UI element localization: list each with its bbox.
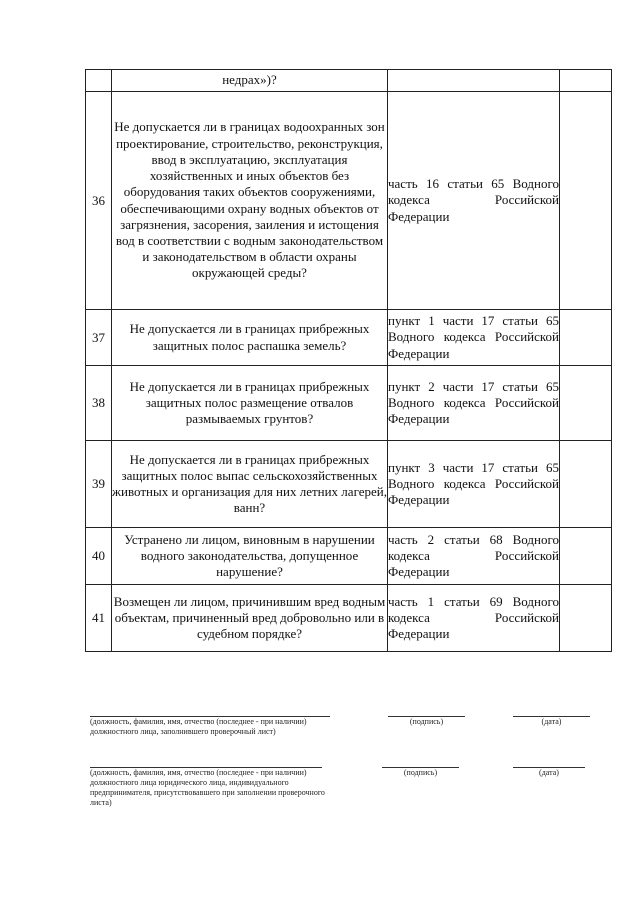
date-caption: (дата) xyxy=(539,768,559,777)
answer-cell xyxy=(560,366,612,441)
row-number: 38 xyxy=(86,366,112,441)
answer-cell xyxy=(560,70,612,92)
requirement-question: Не допускается ли в границах водоохранных зон проектирование, строительство, реконструкция, ввод в эксплуатацию, эксплуатация хозяйственных и иных объектов без оборудования таких объектов сооружениями, обеспечивающими охрану водных объектов от загрязнения, засорения, заиления и истощения вод в соответствии с водным законодательством и законодательством в области охраны окружающей среды? xyxy=(112,92,388,310)
requirement-question: Не допускается ли в границах прибрежных защитных полос выпас сельскохозяйственных животных и организация для них летних лагерей, ванн? xyxy=(112,441,388,528)
position-caption: (должность, фамилия, имя, отчество (последнее - при наличии) должностного лица, заполнившего проверочный лист) xyxy=(90,717,307,736)
row-number: 37 xyxy=(86,310,112,366)
row-number: 36 xyxy=(86,92,112,310)
requirement-question: недрах»)? xyxy=(112,70,388,92)
legal-reference: пункт 3 части 17 статьи 65 Водного кодекса Российской Федерации xyxy=(388,441,560,528)
requirement-question: Возмещен ли лицом, причинившим вред водным объектам, причиненный вред добровольно или в судебном порядке? xyxy=(112,585,388,652)
table-row xyxy=(86,92,612,310)
answer-cell xyxy=(560,92,612,310)
answer-cell xyxy=(560,310,612,366)
date-caption: (дата) xyxy=(541,717,562,726)
signature-caption: (подпись) xyxy=(403,768,438,777)
signature-caption: (подпись) xyxy=(409,717,444,726)
legal-reference: часть 2 статьи 68 Водного кодекса Российской Федерации xyxy=(388,528,560,585)
checklist-table xyxy=(85,69,612,652)
position-caption: (должность, фамилия, имя, отчество (последнее - при наличии) должностного лица юридического лица, индивидуального предпринимателя, присутствовавшего при заполнении проверочного листа) xyxy=(90,768,325,807)
answer-cell xyxy=(560,585,612,652)
legal-reference: часть 16 статьи 65 Водного кодекса Российской Федерации xyxy=(388,92,560,310)
legal-reference: пункт 2 части 17 статьи 65 Водного кодекса Российской Федерации xyxy=(388,366,560,441)
row-number xyxy=(86,70,112,92)
answer-cell xyxy=(560,441,612,528)
legal-reference xyxy=(388,70,560,92)
table-row xyxy=(86,441,612,528)
answer-cell xyxy=(560,528,612,585)
requirement-question: Не допускается ли в границах прибрежных защитных полос размещение отвалов размываемых грунтов? xyxy=(112,366,388,441)
row-number: 41 xyxy=(86,585,112,652)
row-number: 39 xyxy=(86,441,112,528)
legal-reference: пункт 1 части 17 статьи 65 Водного кодекса Российской Федерации xyxy=(388,310,560,366)
table-row xyxy=(86,585,612,652)
table-row xyxy=(86,70,612,92)
table-row xyxy=(86,310,612,366)
table-row xyxy=(86,528,612,585)
requirement-question: Не допускается ли в границах прибрежных защитных полос распашка земель? xyxy=(112,310,388,366)
row-number: 40 xyxy=(86,528,112,585)
requirement-question: Устранено ли лицом, виновным в нарушении водного законодательства, допущенное нарушение? xyxy=(112,528,388,585)
table-row xyxy=(86,366,612,441)
legal-reference: часть 1 статьи 69 Водного кодекса Российской Федерации xyxy=(388,585,560,652)
